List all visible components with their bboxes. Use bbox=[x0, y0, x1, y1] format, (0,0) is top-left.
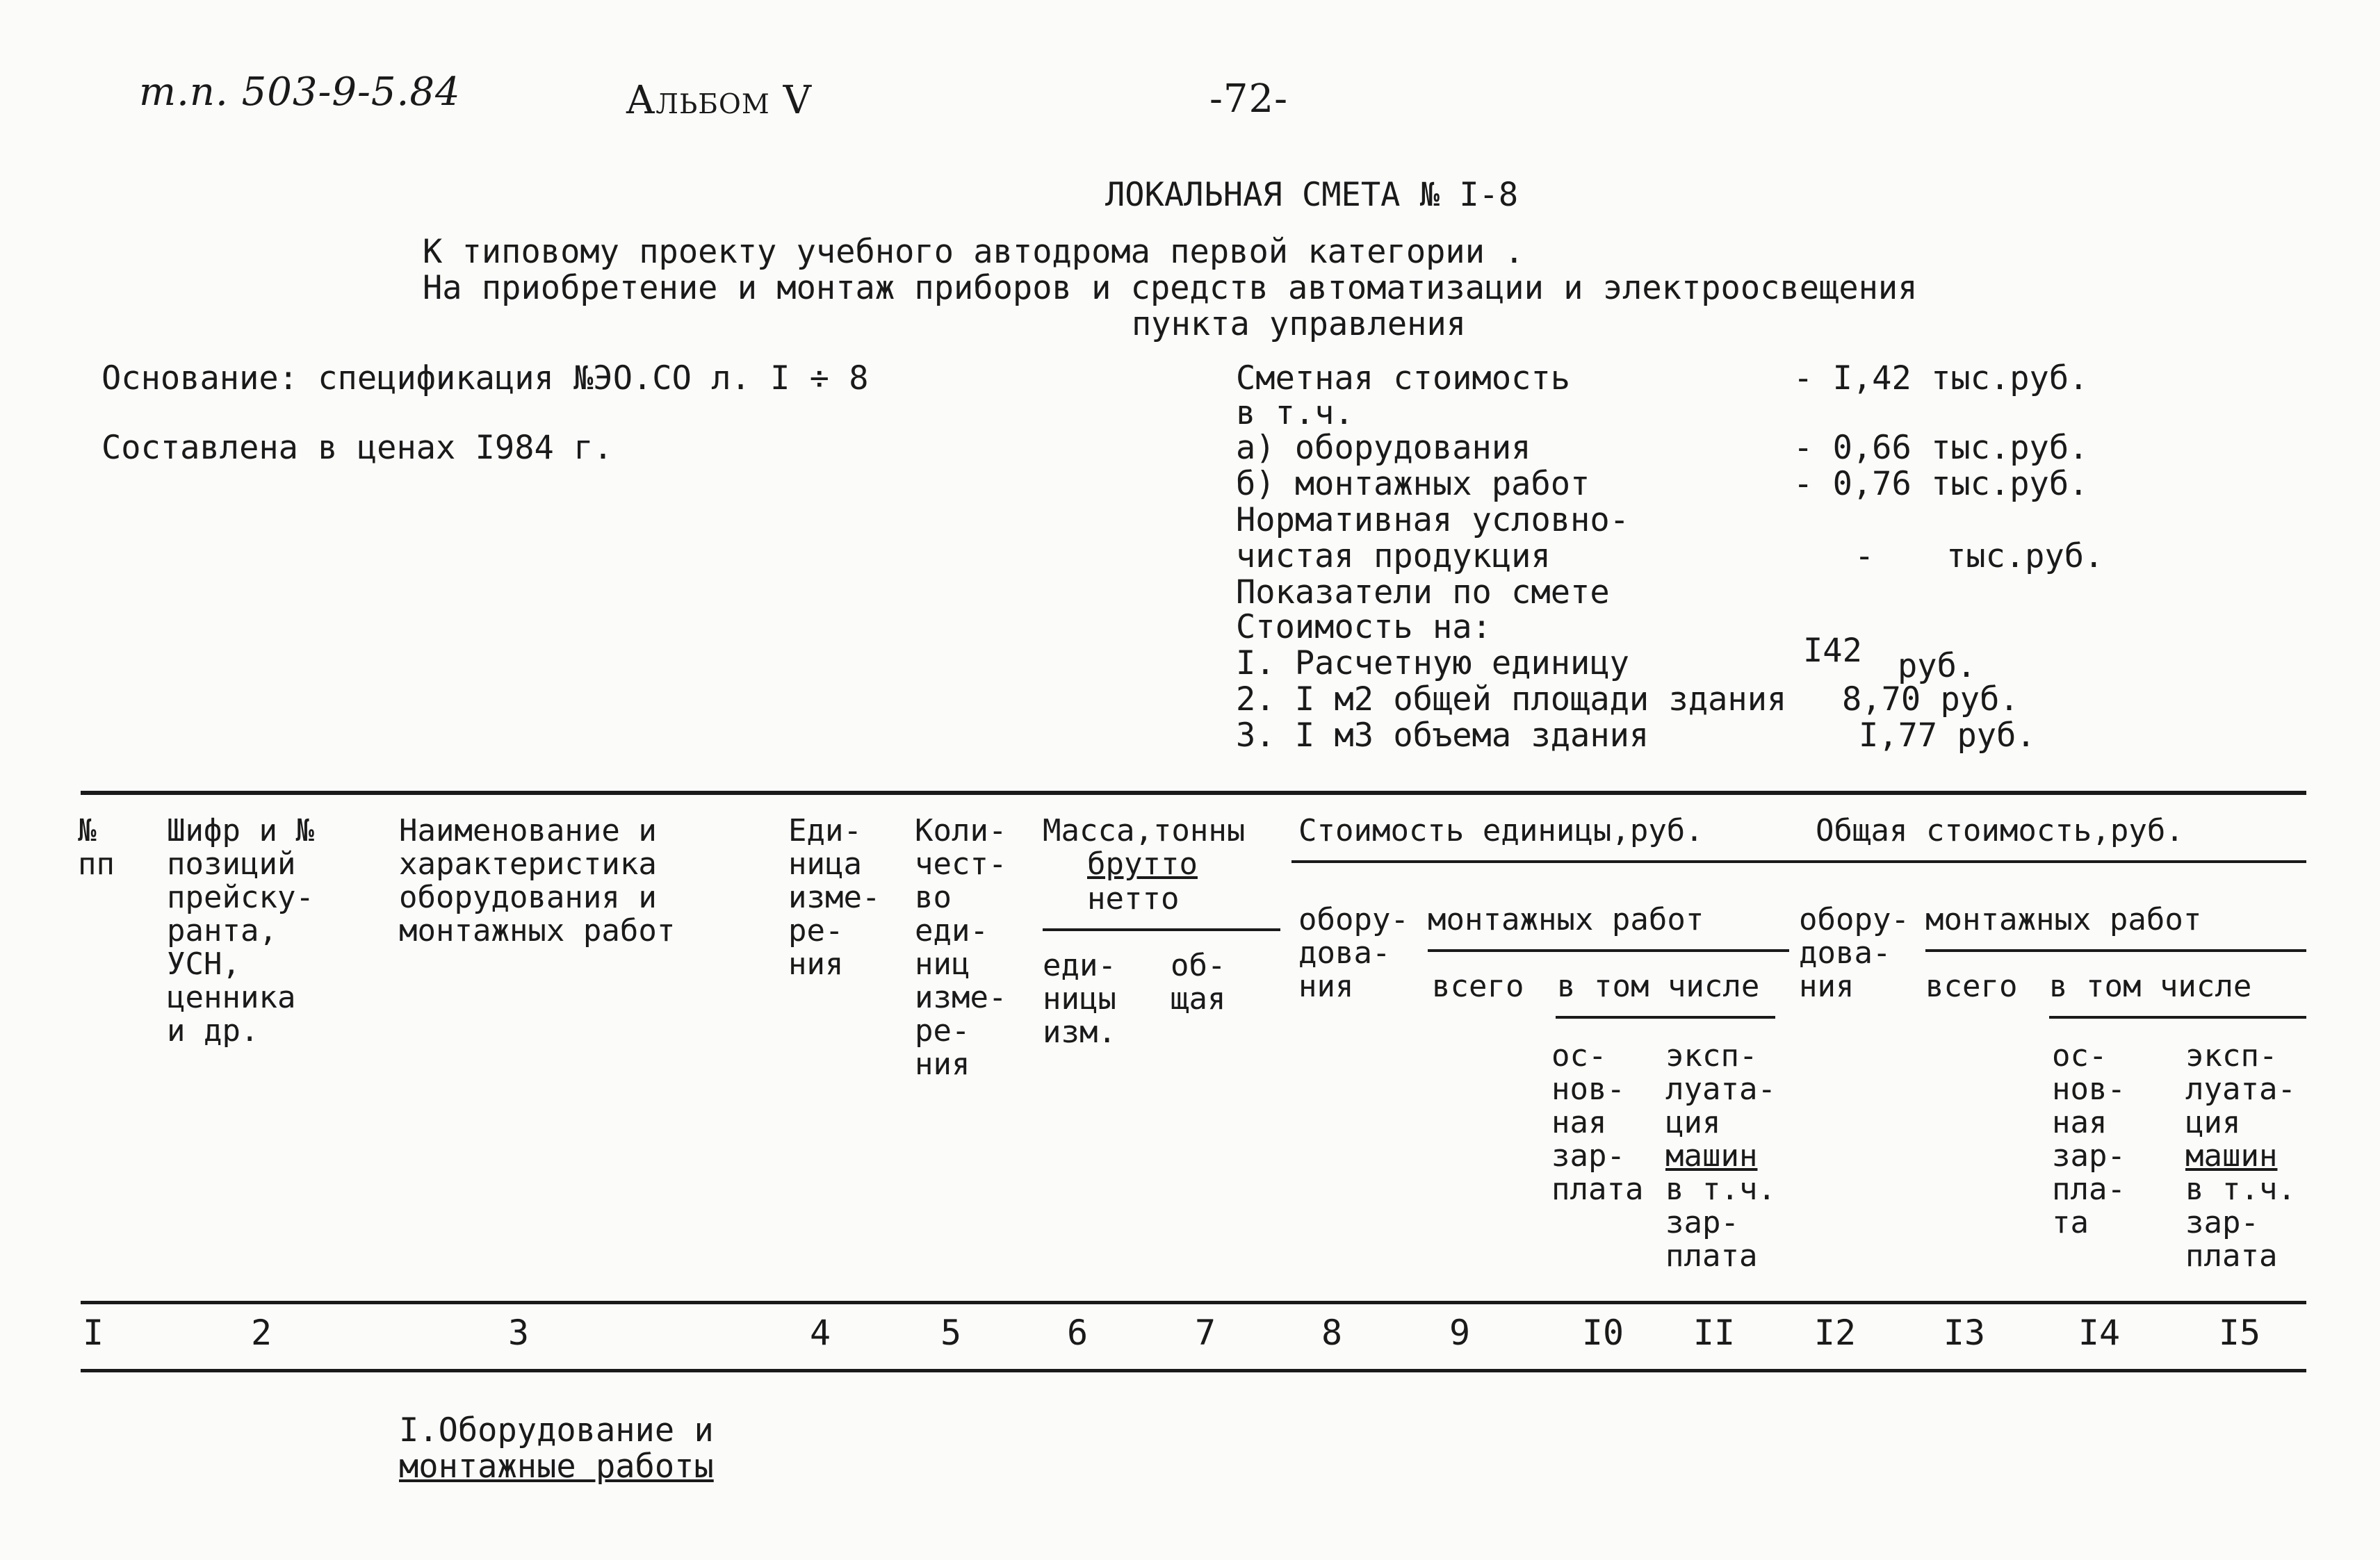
col-header-name: Наименование и характеристика оборудования и монтажных работ bbox=[399, 813, 676, 949]
subtitle-line-3: пункта управления bbox=[1132, 305, 1467, 343]
column-number: I4 bbox=[2078, 1313, 2121, 1353]
column-number: 8 bbox=[1321, 1313, 1343, 1353]
subtitle-line-2: На приобретение и монтаж приборов и средств автоматизации и электроосвещения bbox=[423, 269, 1918, 307]
col-header-mass-unit: еди- ницы изм. bbox=[1043, 948, 1116, 1050]
col-header-machines-right-2: машин bbox=[2185, 1138, 2278, 1174]
column-number: I0 bbox=[1581, 1313, 1624, 1353]
column-number: 9 bbox=[1449, 1313, 1471, 1353]
estimate-cost-value: - I,42 тыс.руб. bbox=[1793, 359, 2089, 397]
unit-cost-currency: руб. bbox=[1898, 647, 1977, 685]
normative-unit: тыс.руб. bbox=[1946, 537, 2104, 575]
col-header-unit-cost: Стоимость единицы,руб. bbox=[1298, 813, 1704, 848]
unit-cost-value: I42 bbox=[1803, 632, 1862, 670]
page-number: -72- bbox=[1209, 76, 1289, 122]
col-header-machines-left-2: машин bbox=[1665, 1138, 1758, 1174]
unit-cost-label: I. Расчетную единицу bbox=[1236, 644, 1629, 682]
column-number: 5 bbox=[940, 1313, 962, 1353]
table-top-rule bbox=[81, 791, 2306, 795]
prices-line: Составлена в ценах I984 г. bbox=[101, 429, 613, 467]
col-header-installation-left: монтажных работ bbox=[1428, 902, 1704, 937]
col-header-main-wage-left: ос- нов- ная зар- плата bbox=[1551, 1038, 1644, 1207]
including-label: в т.ч. bbox=[1236, 394, 1354, 432]
col-header-quantity: Коли- чест- во еди- ниц изме- ре- ния bbox=[915, 813, 1007, 1082]
col-header-machines-left-3: в т.ч. зар- плата bbox=[1665, 1172, 1776, 1274]
col-header-main-wage-right: ос- нов- ная зар- пла- та bbox=[2052, 1038, 2126, 1240]
table-numbers-rule bbox=[81, 1369, 2306, 1372]
installation-left-divider bbox=[1428, 949, 1789, 952]
column-number: 4 bbox=[809, 1313, 831, 1353]
col-header-machines-right-3: в т.ч. зар- плата bbox=[2185, 1172, 2296, 1274]
col-header-code: Шифр и № позиций прейску- ранта, УСН, ценника и др. bbox=[167, 813, 314, 1049]
col-header-incl-right: в том числе bbox=[2049, 969, 2252, 1004]
equipment-value: - 0,66 тыс.руб. bbox=[1793, 429, 2089, 467]
column-number: 7 bbox=[1194, 1313, 1216, 1353]
album-label: Альбом V bbox=[626, 78, 813, 123]
mass-divider bbox=[1043, 928, 1280, 931]
column-number: 2 bbox=[250, 1313, 272, 1353]
estimate-heading: ЛОКАЛЬНАЯ СМЕТА № I-8 bbox=[1105, 176, 1519, 214]
column-number: I3 bbox=[1943, 1313, 1986, 1353]
indicators-label: Показатели по смете bbox=[1236, 573, 1610, 611]
col-header-total-cost: Общая стоимость,руб. bbox=[1816, 813, 2184, 848]
subtitle-line-1: К типовому проекту учебного автодрома первой категории . bbox=[423, 233, 1524, 271]
column-number: II bbox=[1693, 1313, 1736, 1353]
section-title-line-1: I.Оборудование и bbox=[399, 1411, 714, 1450]
installation-label: б) монтажных работ bbox=[1236, 465, 1590, 503]
equipment-label: а) оборудования bbox=[1236, 429, 1531, 467]
basis-line: Основание: спецификация №ЭО.СО л. I ÷ 8 bbox=[101, 359, 869, 397]
col-header-mass-netto: нетто bbox=[1087, 881, 1180, 917]
col-header-equipment-left: обору- дова- ния bbox=[1298, 902, 1409, 1004]
column-number: I2 bbox=[1813, 1313, 1857, 1353]
column-number: I bbox=[82, 1313, 104, 1353]
column-number: 3 bbox=[507, 1313, 530, 1353]
column-number: I5 bbox=[2218, 1313, 2261, 1353]
col-header-total-right: всего bbox=[1925, 969, 2018, 1004]
col-header-total-left: всего bbox=[1432, 969, 1524, 1004]
area-cost-value: 8,70 руб. bbox=[1842, 680, 2019, 719]
col-header-equipment-right: обору- дова- ния bbox=[1799, 902, 1909, 1004]
col-header-installation-right: монтажных работ bbox=[1925, 902, 2202, 937]
estimate-cost-label: Сметная стоимость bbox=[1236, 359, 1571, 397]
col-header-mass-brutto: брутто bbox=[1087, 846, 1198, 882]
cost-per-label: Стоимость на: bbox=[1236, 608, 1492, 646]
column-number: 6 bbox=[1066, 1313, 1089, 1353]
col-header-unit: Еди- ница изме- ре- ния bbox=[788, 813, 881, 982]
col-header-mass: Масса,тонны bbox=[1043, 813, 1246, 848]
volume-cost-label: 3. I м3 объема здания bbox=[1236, 716, 1649, 755]
normative-label-2: чистая продукция bbox=[1236, 537, 1551, 575]
section-title-line-2: монтажные работы bbox=[399, 1447, 714, 1486]
normative-label-1: Нормативная условно- bbox=[1236, 501, 1629, 539]
col-header-machines-left-1: эксп- луата- ция bbox=[1665, 1038, 1776, 1140]
col-header-incl-left: в том числе bbox=[1557, 969, 1760, 1004]
header-bottom-rule bbox=[81, 1301, 2306, 1304]
volume-cost-value: I,77 руб. bbox=[1859, 716, 2036, 755]
installation-right-divider bbox=[1925, 949, 2306, 952]
col-header-number: № пп bbox=[78, 813, 115, 882]
col-header-machines-right-1: эксп- луата- ция bbox=[2185, 1038, 2296, 1140]
col-header-mass-total: об- щая bbox=[1171, 948, 1226, 1017]
project-code: т.п. 503-9-5.84 bbox=[139, 69, 461, 115]
normative-dash: - bbox=[1855, 537, 1875, 575]
cost-divider bbox=[1291, 860, 2306, 863]
incl-right-divider bbox=[2049, 1016, 2306, 1019]
incl-left-divider bbox=[1556, 1016, 1775, 1019]
installation-value: - 0,76 тыс.руб. bbox=[1793, 465, 2089, 503]
area-cost-label: 2. I м2 общей площади здания bbox=[1236, 680, 1787, 719]
